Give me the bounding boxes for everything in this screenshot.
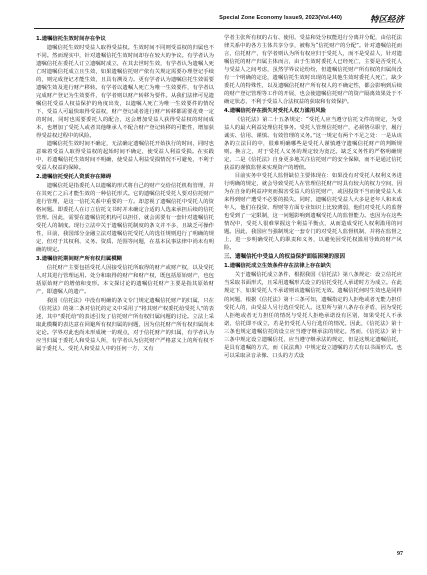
- paragraph: 遗嘱信托是指委托人以遗嘱的形式将自己的财产交给信托机构管理，并在其死亡之后才能生效的一种信托形式。它的遗嘱信托受托人要对信托财产进行管理，是这一信托关系中重要的一方。却忽视了遗嘱信托中受托人的资格问题。即委托人在订立信托文书时并未确定合适的人选来承担后续的信托管理。因此，需要在遗嘱信托机构可以担任，就会需要有一套针对遗嘱信托受托人的制度。现行立法中关于遗嘱信托制度的条文并不多，且缺乏可操作性，目前，我国部分金融立法对遗嘱信托受托人的选任规则进行了明确的规定，但对于其权利、义务、资质、范围等问题，在基本民事法律中尚未有明确的规定。: [36, 183, 214, 254]
- right-column: [224, 34, 402, 360]
- section-heading: 1.遗嘱信托成立生效条件存在法律上存在缺失: [224, 263, 332, 270]
- paragraph: 学者主张所有权的占有、使用、受益和处分权能进行分离并分配，由信托法律关系中的各方主体共享分享，被称为“信托财产的分配”。针对遗嘱信托而言，信托财产，有学者则认为所有权应归于受托人，而不是受益人，针对遗嘱信托的财产归属主体而言，由于生效时委托人已经死亡，主要是否受托人与受益人之间考虑，虽然学界议论纷纷，但遗嘱信托财产所有权的归属尚没有一个明确的定论，遗嘱信托生效时出现的是其他生效时委托人死亡，缺少委托人的特殊性，以及遗嘱信托财产所有权人的不确定性，都会影响到后续的财产登记管理等工作的开展，也会使遗嘱信托财产的资产隔离效果处于不确定状态，不利于受益人合法权益的获取和有效保护。: [224, 35, 402, 106]
- paragraph: 目前实务中受托人监督缺位主要体现在：如果没有对受托人权利义务进行明确的规定，就会导致受托人在管理信托财产时具有较大的权力空间，因为在自身的利益冲突而损害受益人的信托财产，或因投资不当而使受益人未来得到财产遭受不必要的损失。同时，遗嘱信托受益人大多是老年人和未成年人，他们在投资、理财等方面专业知识上比较薄弱，他们对受托人的监督也受到了一定限制，这一问题影响到遗嘱受托人的监督能力。也因为在这些情况中，受托人很难掌握这个利益平衡点，从而造成受托人权利滥用的问题。因此，我国应当强制规定一套专门的对受托人监督机制，并将在监督之上，进一步明确受托人的职责和义务，以避免因受托权滥用导致的财产风险。: [224, 173, 402, 252]
- paragraph: 信托财产主要包括受托人因接受信托所取得的财产或财产权，以及受托人对其进行管理运用、处分和取得的财产和财产权，既包括原始财产，也包括原始财产的增值和变形。本文探讨论的遗嘱信托财产主要是指其原始财产，即遗嘱人的遗产。: [36, 265, 214, 296]
- page-number: 97: [397, 551, 403, 557]
- journal-name: Special Zone Economy Issue9, 2023(Vol.440): [219, 15, 342, 21]
- journal-logo: 特区经济: [369, 15, 404, 25]
- section-heading: 4.遗嘱信托存在损失对受托人权力滥用风险: [224, 108, 326, 115]
- section-heading: 1.遗嘱信托生效时间存在争议: [36, 36, 106, 42]
- paragraph: 遗嘱信托生效时间不确定，无法确定遗嘱信托开始执行的时间，同时也意味着受益人取得受益权的起始时间不确定，使受益人利益受损。在实践中，若遗嘱信托生效时间不明确，使受益人利益受损情况不可避免，不利于受益人权益的保障。: [36, 141, 214, 172]
- paragraph: 我国《信托法》中没有明确的条文专门规定遗嘱信托财产的归属，只在《信托法》的第二条对信托的定义中采用了"将其财产权委托给受托人"的表述，其中"委托给"的表述引发了信托财产所有权归属问题的讨论。立法上采取此模糊的表达意在回避所有权归属的问题，因为信托财产所有权归属尚未定论。学界对此也尚未形成统一的观点，对于信托财产的归属，有学者认为应当归属于委托人和受益人所，有学者认为信托财产严格意义上的所有权不属于委托人、受托人和受益人中的任何一方，又有: [36, 297, 214, 352]
- section-heading: 2.遗嘱信托受托人资质存在障碍: [36, 174, 112, 181]
- paragraph: 遗嘱信托生效时受益人取得受益权。生效时间不同则受益权的归属也不不同。然而现实中，针对遗嘱信托生效时间却存在较大的争议。有学者认为遗嘱信托在委托人订立遗嘱时成立，在其去世时生效，有学者认为遗嘱人死亡时遗嘱信托成立且生效，如果遗嘱信托财产依有关规定需要办理登记手续的，则完成登记才能生效，且具有溯及力。更有学者认为遗嘱信托生效需要遗嘱生效及进行财产移转。有学者以遗嘱人死亡为唯一生效要件，有学者以完成财产登记为生效要件，有学者则以财产转移为要件。从我们法律可见遗嘱信托受益人权益保护的角度出发，以遗嘱人死亡为唯一生效要件的情况下，受益人可最快取得受益权，财产登记或者进行财产转移都需要花费一定的时间，同时也需要委托人的配合，这会增加受益人获得受益权的时间成本，也增加了受托人或者其他继承人不配合财产登记转移的可能性，增加获得受益权过程中的风险。: [36, 45, 214, 140]
- section-heading: 3.遗嘱信托期间财产所有权归属模糊: [36, 256, 122, 263]
- chapter-heading: 三、遗嘱信托中受益人的权益保护面临困境的原因: [224, 254, 346, 261]
- header-divider: [34, 28, 404, 29]
- paragraph: 关于遗嘱信托成立条件，根据我国《信托法》第八条规定：设立信托应当采取书面形式，且采用遗嘱形式设立的信托受托人承诺时方为成立。在此规定下，如果受托人不承诺则该遗嘱信托无效。遗嘱信托何时生效也是同样的问题，根据《信托法》第十三条可知，遗嘱指定的人拒绝或者无能力担任受托人的，由受益人另行选任受托人。这里所与第八条存在矛盾，因为受托人拒绝或者无力担任的情况与受托人拒绝承诺没有区别，如果受托人不承诺，信托即不成立，若是仍受托人另行选任的情况。因此，《信托法》第十三条也规定遗嘱信托的设立应当遵守继承法的规定。然而，《信托法》第十三条中规定设立遗嘱信托，应当遵守继承法的规定，但是这规定遗嘱信托，是具有遗嘱的方式，而《民法典》中规定设立遗嘱的方式有以书面形式。也可以采取录音录像、口头的方式设: [224, 272, 402, 359]
- paragraph: 《信托法》第二十五条规定：“受托人应当遵守信托文件的规定，为受益人的最大利益处理信托事务。受托人管理信托财产，必须恪尽职守，履行诚实、信用、谨慎、有效管理的义务。”这一规定有两个不足之处：一是从该条的立法目的中，很难明确哪些是受托人谨慎遵守遗嘱信托财产的判断规则。换言之，对于受托人义务的规定较为宽泛。缺乏义务性的严格明确规定，二是《信托法》自身更多地关注信托财产的安全保障，而不是通过信托获益的谨慎监督来实现资产的增值。: [224, 117, 402, 172]
- running-header: [34, 14, 404, 28]
- left-column: [36, 34, 214, 353]
